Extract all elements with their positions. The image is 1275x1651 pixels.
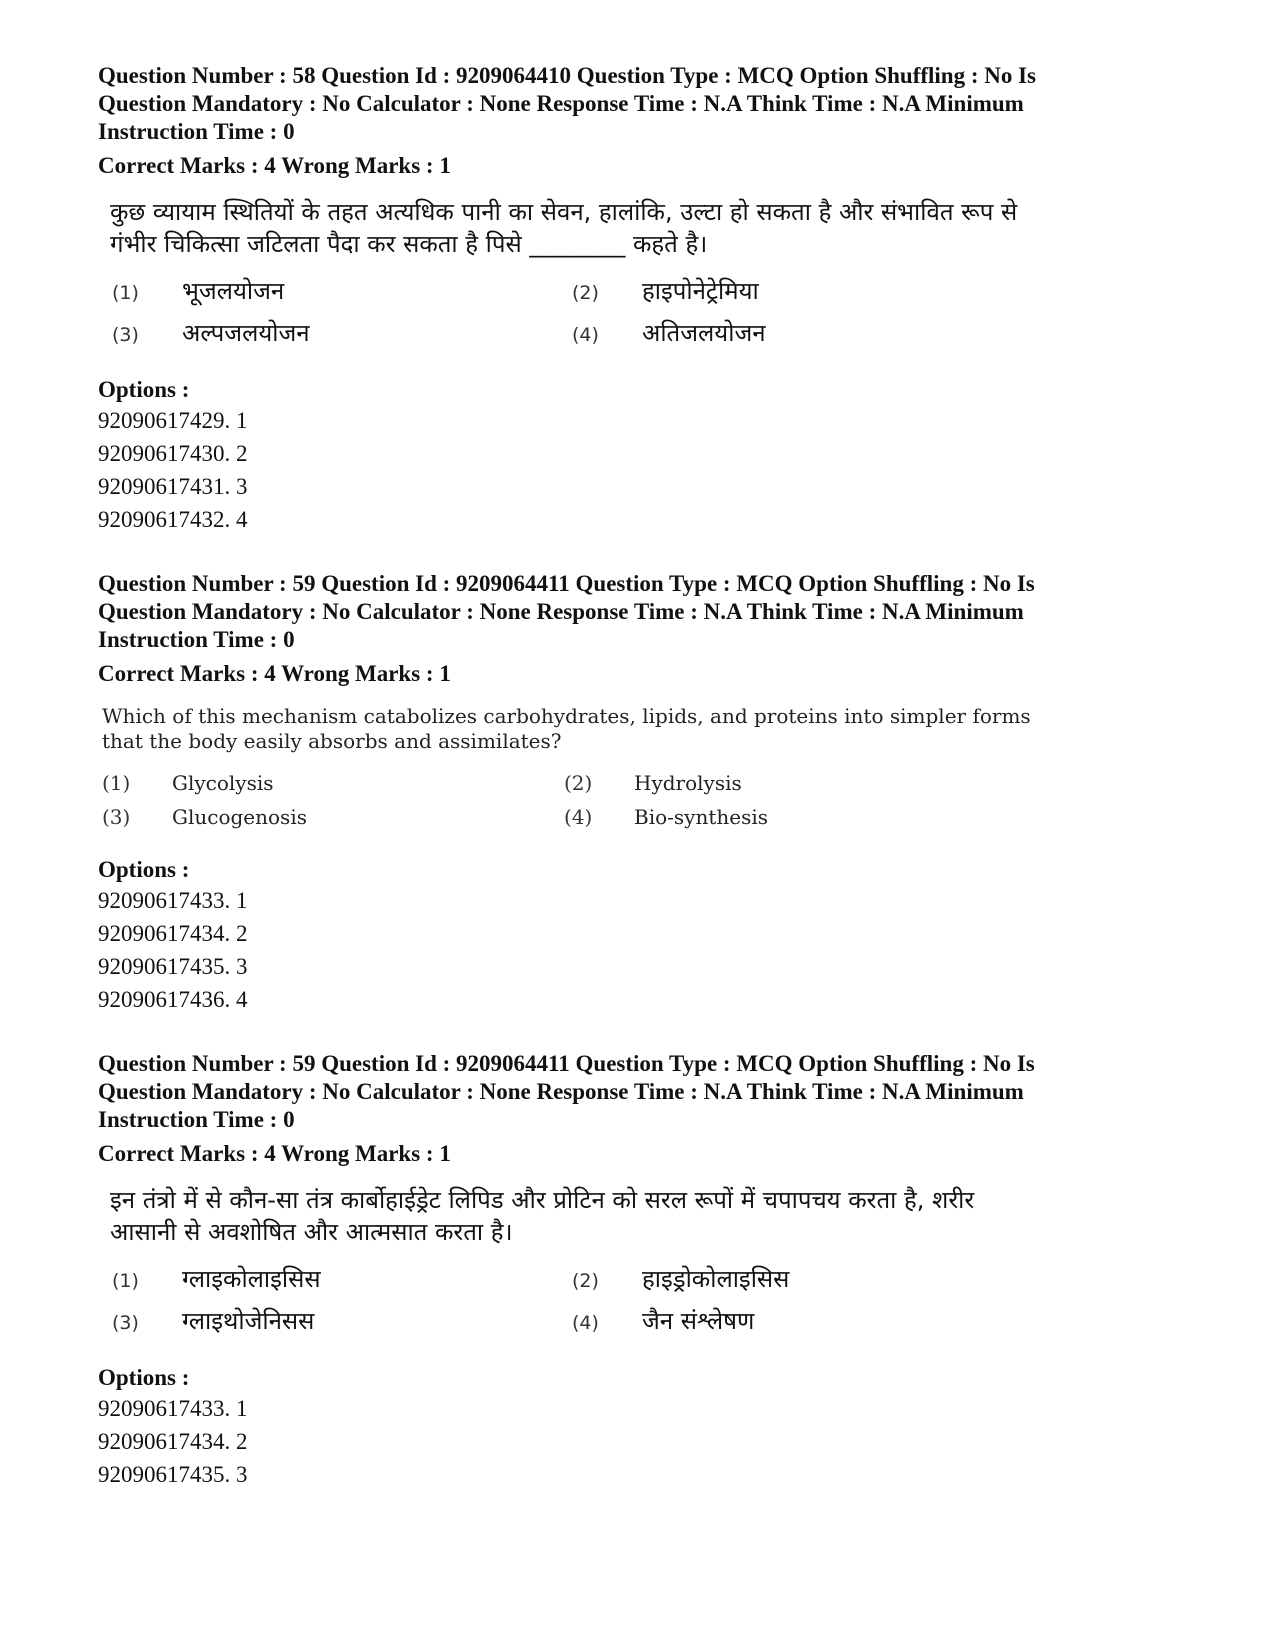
choice-number: (4) [572,1312,599,1334]
option-id: 92090617431. 3 [98,474,248,499]
choice-item [98,770,560,796]
choice-item [558,276,1018,308]
meta-line: Question Mandatory : No Calculator : None Response Time : N.A Think Time : N.A Minimum [98,599,1024,624]
choice-item [98,1264,558,1296]
choice-number: (4) [564,805,593,829]
choice-text: ग्लाइथोजेनिसस [182,1307,315,1335]
question-content [98,196,1188,350]
choice-item [98,318,558,350]
option-id: 92090617434. 2 [98,921,248,946]
choice-item [560,804,1020,830]
meta-line: Question Mandatory : No Calculator : None Response Time : N.A Think Time : N.A Minimum [98,91,1024,116]
choice-number: (1) [112,1270,139,1292]
meta-line: Instruction Time : 0 [98,627,295,652]
question-meta [98,570,1188,654]
choice-number: (3) [112,324,139,346]
question-text-line: that the body easily absorbs and assimilates? [102,729,562,753]
choice-text: हाइड्रोकोलाइसिस [642,1265,790,1293]
question-text-line: कुछ व्यायाम स्थितियों के तहत अत्यधिक पानी का सेवन, हालांकि, उल्टा हो सकता है और संभावित रूप से [110,198,1018,226]
question-text [98,1184,1070,1248]
meta-line: Question Mandatory : No Calculator : None Response Time : N.A Think Time : N.A Minimum [98,1079,1024,1104]
question-block-58 [98,62,1188,536]
marks-line: Correct Marks : 4 Wrong Marks : 1 [98,1141,451,1166]
question-content [98,704,1188,830]
choice-grid [98,276,1188,350]
choice-text: Hydrolysis [634,771,742,795]
question-block-59-hindi [98,1050,1188,1491]
option-id: 92090617434. 2 [98,1429,248,1454]
choice-item [98,1306,558,1338]
choice-number: (4) [572,324,599,346]
option-id: 92090617430. 2 [98,441,248,466]
options-heading: Options : [98,1365,190,1390]
options-heading: Options : [98,377,190,402]
option-id-list [98,884,1188,1016]
meta-line: Question Number : 59 Question Id : 9209064411 Question Type : MCQ Option Shuffling : No Is [98,571,1035,596]
choice-text: Glucogenosis [172,805,307,829]
option-id: 92090617432. 4 [98,507,248,532]
choice-grid [98,770,1188,830]
meta-line: Instruction Time : 0 [98,1107,295,1132]
option-id: 92090617435. 3 [98,1462,248,1487]
option-id: 92090617436. 4 [98,987,248,1012]
option-id: 92090617433. 1 [98,888,248,913]
question-text-line: Which of this mechanism catabolizes carbohydrates, lipids, and proteins into simpler forms [102,704,1031,728]
choice-item [558,318,1018,350]
meta-line: Question Number : 58 Question Id : 9209064410 Question Type : MCQ Option Shuffling : No Is [98,63,1037,88]
question-content [98,1184,1188,1338]
question-block-59-english [98,570,1188,1016]
choice-number: (2) [572,282,599,304]
option-id: 92090617433. 1 [98,1396,248,1421]
choice-item [558,1264,1018,1296]
question-text [98,704,1042,754]
choice-text: जैन संश्लेषण [642,1307,755,1335]
choice-number: (3) [102,805,131,829]
choice-item [558,1306,1018,1338]
marks-line: Correct Marks : 4 Wrong Marks : 1 [98,153,451,178]
question-text-line: आसानी से अवशोषित और आत्मसात करता है। [110,1218,513,1246]
option-id-list [98,404,1188,536]
options-heading: Options : [98,857,190,882]
meta-line: Instruction Time : 0 [98,119,295,144]
question-text-line: गंभीर चिकित्सा जटिलता पैदा कर सकता है पिसे ________ कहते है। [110,230,708,258]
meta-line: Question Number : 59 Question Id : 9209064411 Question Type : MCQ Option Shuffling : No Is [98,1051,1035,1076]
choice-item [98,804,560,830]
choice-grid [98,1264,1188,1338]
choice-item [560,770,1020,796]
choice-number: (2) [564,771,593,795]
choice-item [98,276,558,308]
choice-text: अतिजलयोजन [642,319,766,347]
option-id: 92090617429. 1 [98,408,248,433]
question-meta [98,1050,1188,1134]
choice-text: Glycolysis [172,771,274,795]
question-meta [98,62,1188,146]
document-page [98,62,1188,1491]
choice-text: Bio-synthesis [634,805,769,829]
choice-text: अल्पजलयोजन [182,319,310,347]
marks-line: Correct Marks : 4 Wrong Marks : 1 [98,661,451,686]
choice-text: ग्लाइकोलाइसिस [182,1265,321,1293]
choice-number: (2) [572,1270,599,1292]
choice-text: हाइपोनेट्रेमिया [642,277,759,305]
choice-number: (3) [112,1312,139,1334]
choice-number: (1) [102,771,131,795]
option-id: 92090617435. 3 [98,954,248,979]
question-text-line: इन तंत्रो में से कौन-सा तंत्र कार्बोहाईड्रेट लिपिड और प्रोटिन को सरल रूपों में चपापचय करता है, शरीर [110,1186,975,1214]
option-id-list [98,1392,1188,1491]
choice-text: भूजलयोजन [182,277,285,305]
choice-number: (1) [112,282,139,304]
question-text [98,196,1070,260]
